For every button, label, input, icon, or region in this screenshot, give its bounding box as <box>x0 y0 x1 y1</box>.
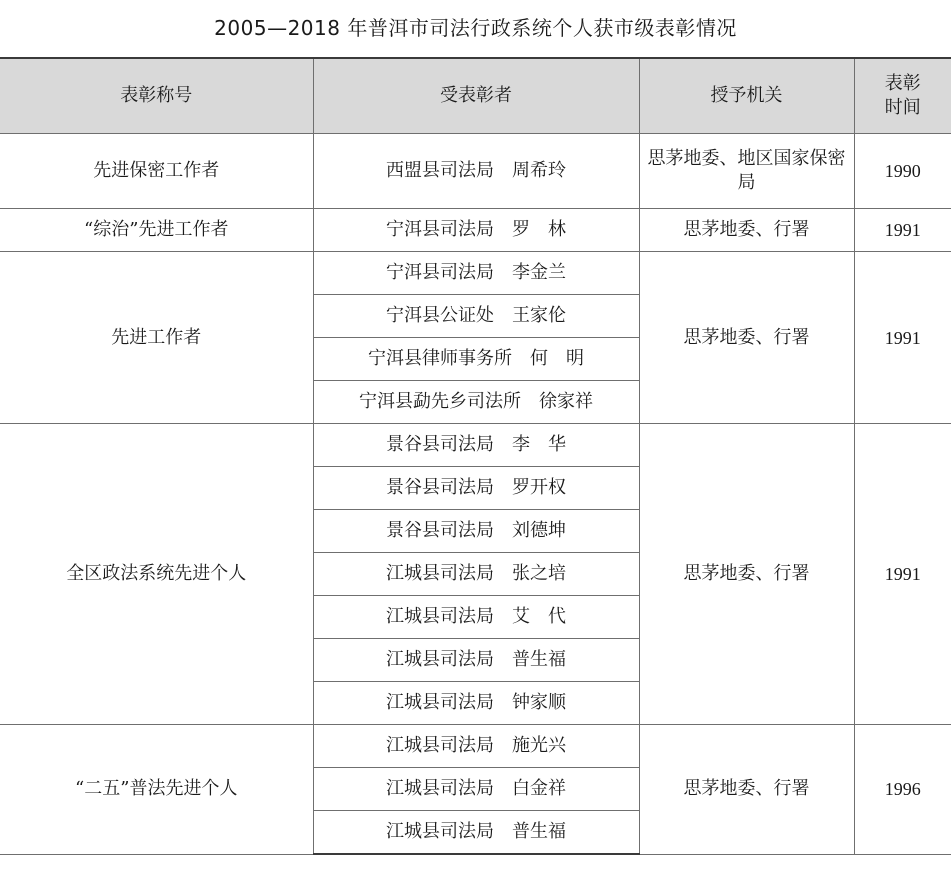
recipient-cell: 宁洱县公证处 王家伦 <box>313 295 639 338</box>
authority-cell: 思茅地委、行署 <box>639 424 854 725</box>
authority-cell: 思茅地委、行署 <box>639 725 854 855</box>
honor-cell: “综治”先进工作者 <box>0 209 313 252</box>
table-row <box>0 209 951 252</box>
table-row <box>0 424 951 467</box>
honor-cell: “二五”普法先进个人 <box>0 725 313 855</box>
header-row <box>0 58 951 134</box>
year-cell: 1991 <box>854 209 951 252</box>
header-honor: 表彰称号 <box>0 58 313 134</box>
recipient-cell: 江城县司法局 普生福 <box>313 639 639 682</box>
recipient-cell: 江城县司法局 白金祥 <box>313 768 639 811</box>
recipient-cell: 宁洱县司法局 罗 林 <box>313 209 639 252</box>
table-row <box>0 134 951 209</box>
recipient-cell: 江城县司法局 施光兴 <box>313 725 639 768</box>
recipient-cell: 江城县司法局 艾 代 <box>313 596 639 639</box>
authority-cell: 思茅地委、行署 <box>639 209 854 252</box>
year-cell: 1996 <box>854 725 951 855</box>
recipient-cell: 宁洱县勐先乡司法所 徐家祥 <box>313 381 639 424</box>
table-row <box>0 725 951 768</box>
recipient-cell: 江城县司法局 钟家顺 <box>313 682 639 725</box>
recipient-cell: 景谷县司法局 刘德坤 <box>313 510 639 553</box>
table-row <box>0 252 951 295</box>
header-time: 表彰 时间 <box>854 58 951 134</box>
year-cell: 1991 <box>854 424 951 725</box>
recipient-cell: 景谷县司法局 罗开权 <box>313 467 639 510</box>
header-recipient: 受表彰者 <box>313 58 639 134</box>
recipient-cell: 宁洱县司法局 李金兰 <box>313 252 639 295</box>
year-cell: 1990 <box>854 134 951 209</box>
honor-cell: 全区政法系统先进个人 <box>0 424 313 725</box>
recipient-cell: 江城县司法局 张之培 <box>313 553 639 596</box>
recipient-cell: 宁洱县律师事务所 何 明 <box>313 338 639 381</box>
page-title: 2005—2018 年普洱市司法行政系统个人获市级表彰情况 <box>214 16 737 40</box>
authority-cell: 思茅地委、地区国家保密局 <box>639 134 854 209</box>
year-cell: 1991 <box>854 252 951 424</box>
recipient-cell: 西盟县司法局 周希玲 <box>313 134 639 209</box>
authority-cell: 思茅地委、行署 <box>639 252 854 424</box>
honor-cell: 先进工作者 <box>0 252 313 424</box>
recipient-cell: 景谷县司法局 李 华 <box>313 424 639 467</box>
recipient-cell: 江城县司法局 普生福 <box>313 811 639 855</box>
honors-table <box>0 57 951 855</box>
honor-cell: 先进保密工作者 <box>0 134 313 209</box>
header-authority: 授予机关 <box>639 58 854 134</box>
